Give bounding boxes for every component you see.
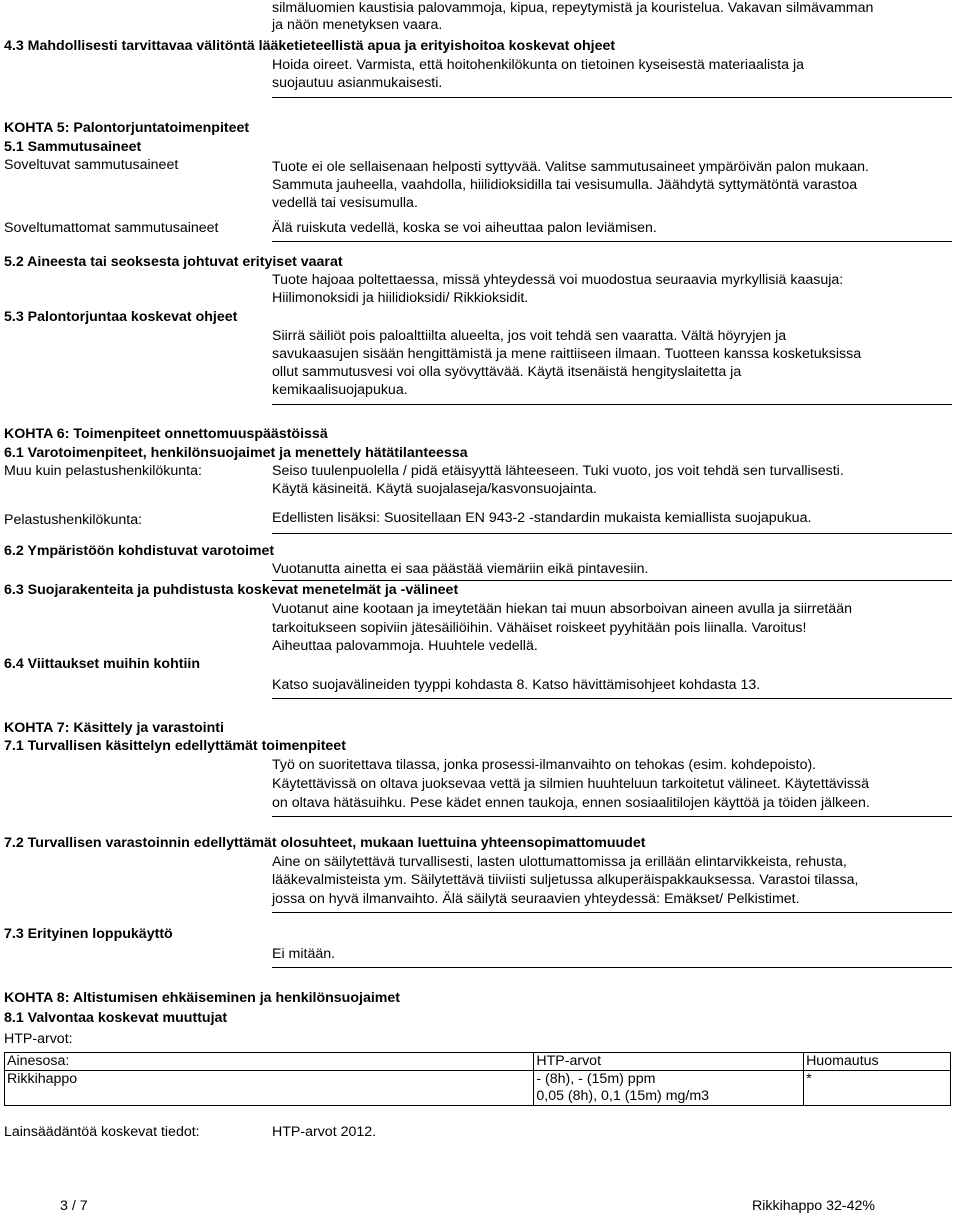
htp-value-ppm: - (8h), - (15m) ppm	[536, 1071, 656, 1087]
subsection-4-3-heading: 4.3 Mahdollisesti tarvittavaa välitöntä lääketieteellistä apua ja erityishoitoa koskevat ohjeet	[4, 38, 616, 54]
suitable-media-label: Soveltuvat sammutusaineet	[4, 157, 179, 173]
s7-2-text-line-3: jossa on hyvä ilmanvaihto. Älä säilytä seuraavien yhteydessä: Emäkset/ Pelkistimet.	[272, 891, 800, 907]
subsection-8-1-heading: 8.1 Valvontaa koskevat muuttujat	[4, 1010, 228, 1026]
subsection-7-1-heading: 7.1 Turvallisen käsittelyn edellyttämät toimenpiteet	[4, 738, 346, 754]
s6-3-text-line-1: Vuotanut aine kootaan ja imeytetään hiekan tai muun absorboivan aineen avulla ja siirretään	[272, 601, 852, 617]
non-emergency-line-2: Käytä käsineitä. Käytä suojalaseja/kasvonsuojainta.	[272, 481, 597, 497]
divider	[272, 967, 952, 968]
emergency-responders-label: Pelastushenkilökunta:	[4, 512, 143, 528]
s4-3-text-line-2: suojautuu asianmukaisesti.	[272, 75, 443, 91]
s6-3-text-line-3: Aiheuttaa palovammoja. Huuhtele vedellä.	[272, 638, 538, 654]
section-6-title: KOHTA 6: Toimenpiteet onnettomuuspäästöissä	[4, 426, 328, 442]
subsection-7-2-heading: 7.2 Turvallisen varastoinnin edellyttämät olosuhteet, mukaan luettuina yhteensopimattomuudet	[4, 835, 646, 851]
subsection-5-1-heading: 5.1 Sammutusaineet	[4, 139, 142, 155]
divider	[272, 816, 952, 817]
product-name: Rikkihappo 32-42%	[752, 1198, 876, 1214]
subsection-5-2-heading: 5.2 Aineesta tai seoksesta johtuvat erityiset vaarat	[4, 254, 343, 270]
page-number: 3 / 7	[60, 1198, 88, 1214]
cell-note: *	[804, 1071, 951, 1106]
non-emergency-line-1: Seiso tuulenpuolella / pidä etäisyyttä lähteeseen. Tuki vuoto, jos voit tehdä sen turvallisesti.	[272, 463, 844, 479]
subsection-6-4-heading: 6.4 Viittaukset muihin kohtiin	[4, 656, 201, 672]
htp-value-mgm3: 0,05 (8h), 0,1 (15m) mg/m3	[536, 1088, 710, 1104]
s7-1-text-line-2: Käytettävissä on oltava juoksevaa vettä ja silmien huuhteluun tarkoitetut välineet. Käytettävissä	[272, 776, 870, 792]
divider	[272, 533, 952, 534]
subsection-6-3-heading: 6.3 Suojarakenteita ja puhdistusta koskevat menetelmät ja -välineet	[4, 582, 459, 598]
suitable-media-line-2: Sammuta jauheella, vaahdolla, hiilidioksidilla tai vesisumulla. Jäähdytä syttymätöntä varastoa	[272, 177, 858, 193]
s4-3-text-line-1: Hoida oireet. Varmista, että hoitohenkilökunta on tietoinen kyseisestä materiaalista ja	[272, 57, 805, 73]
legislation-value: HTP-arvot 2012.	[272, 1124, 377, 1140]
s7-1-text-line-3: on oltava hätäsuihku. Pese kädet ennen taukoja, ennen sosiaalitilojen käyttöä ja töiden jälkeen.	[272, 795, 870, 811]
divider	[272, 580, 952, 581]
s5-3-text-line-3: ollut sammutusvesi voi olla syövyttävää. Käytä itsenäistä hengityslaitetta ja	[272, 364, 742, 380]
divider	[272, 912, 952, 913]
subsection-6-2-heading: 6.2 Ympäristöön kohdistuvat varotoimet	[4, 543, 275, 559]
non-emergency-personnel-label: Muu kuin pelastushenkilökunta:	[4, 463, 202, 479]
s5-3-text-line-2: savukaasujen sisään hengittämistä ja mene raittiiseen ilmaan. Tuotteen kanssa kosketuksissa	[272, 346, 862, 362]
section-7-title: KOHTA 7: Käsittely ja varastointi	[4, 720, 224, 736]
subsection-7-3-heading: 7.3 Erityinen loppukäyttö	[4, 926, 173, 942]
s6-3-text-line-2: tarkoitukseen sopiviin jätesäiliöihin. Vähäiset roiskeet pyyhitään pois liinalla. Varoitus!	[272, 620, 807, 636]
s7-2-text-line-2: lääkevalmisteista ym. Säilytettävä tiiviisti suljetussa alkuperäispakkauksessa. Varastoi tilassa,	[272, 872, 859, 888]
s5-3-text-line-1: Siirrä säiliöt pois paloalttiilta alueelta, jos voit tehdä sen vaaratta. Vältä höyryjen ja	[272, 328, 787, 344]
legislation-label: Lainsäädäntöä koskevat tiedot:	[4, 1124, 200, 1140]
divider	[272, 97, 952, 98]
unsuitable-media-label: Soveltumattomat sammutusaineet	[4, 220, 219, 236]
cell-htp-values	[534, 1071, 804, 1106]
divider	[272, 241, 952, 242]
s5-2-text-line-2: Hiilimonoksidi ja hiilidioksidi/ Rikkioksidit.	[272, 290, 529, 306]
s6-4-text-line-1: Katso suojavälineiden tyyppi kohdasta 8. Katso hävittämisohjeet kohdasta 13.	[272, 677, 761, 693]
s7-1-text-line-1: Työ on suoritettava tilassa, jonka prosessi-ilmanvaihto on tehokas (esim. kohdepoisto).	[272, 757, 817, 773]
s5-3-text-line-4: kemikaalisuojapukua.	[272, 382, 408, 398]
divider	[272, 404, 952, 405]
section-5-title: KOHTA 5: Palontorjuntatoimenpiteet	[4, 120, 250, 136]
divider	[272, 698, 952, 699]
s4-continuation-line-2: ja näön menetyksen vaara.	[272, 17, 443, 33]
emergency-responders-line-1: Edellisten lisäksi: Suositellaan EN 943-2 -standardin mukaista kemiallista suojapukua.	[272, 510, 812, 526]
s4-continuation-line-1: silmäluomien kaustisia palovammoja, kipua, repeytymistä ja kouristelua. Vakavan silmävamman	[272, 0, 874, 16]
suitable-media-line-1: Tuote ei ole sellaisenaan helposti syttyvää. Valitse sammutusaineet ympäröivän palon mukaan.	[272, 159, 869, 175]
unsuitable-media-line-1: Älä ruiskuta vedellä, koska se voi aiheuttaa palon leviämisen.	[272, 220, 657, 236]
s7-2-text-line-1: Aine on säilytettävä turvallisesti, lasten ulottumattomissa ja erillään elintarvikkeista, rehusta,	[272, 854, 847, 870]
table-row	[5, 1071, 951, 1106]
table-header-row	[5, 1053, 951, 1071]
column-header-note: Huomautus	[804, 1053, 951, 1071]
cell-substance: Rikkihappo	[5, 1071, 534, 1106]
s5-2-text-line-1: Tuote hajoaa poltettaessa, missä yhteydessä voi muodostua seuraavia myrkyllisiä kaasuja:	[272, 272, 844, 288]
s6-2-text-line-1: Vuotanutta ainetta ei saa päästää viemäriin eikä pintavesiin.	[272, 561, 649, 577]
section-8-title: KOHTA 8: Altistumisen ehkäiseminen ja henkilönsuojaimet	[4, 990, 401, 1006]
subsection-5-3-heading: 5.3 Palontorjuntaa koskevat ohjeet	[4, 309, 238, 325]
column-header-htp-values: HTP-arvot	[534, 1053, 804, 1071]
htp-exposure-limits-table	[4, 1052, 951, 1106]
htp-values-label: HTP-arvot:	[4, 1031, 73, 1047]
subsection-6-1-heading: 6.1 Varotoimenpiteet, henkilönsuojaimet ja menettely hätätilanteessa	[4, 445, 468, 461]
s7-3-text-line-1: Ei mitään.	[272, 946, 336, 962]
suitable-media-line-3: vedellä tai vesisumulla.	[272, 195, 418, 211]
column-header-substance: Ainesosa:	[5, 1053, 534, 1071]
